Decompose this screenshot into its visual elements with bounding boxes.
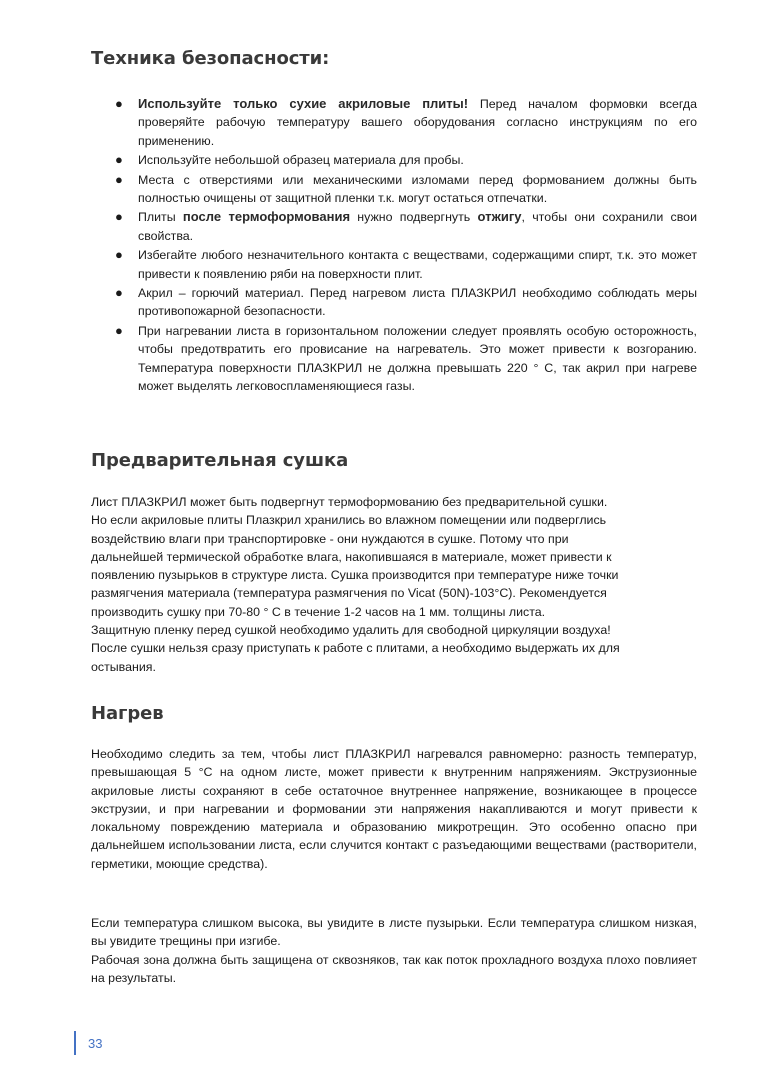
text-line: дальнейшей термической обработке влага, накопившаяся в материале, может привести к xyxy=(91,549,612,564)
text-line: остывания. xyxy=(91,659,156,674)
list-item-text: , чтобы они сохранили свои свойства. xyxy=(138,210,697,243)
safety-list xyxy=(113,95,697,397)
text-line: Но если акриловые плиты Плазкрил хранились во влажном помещении или подверглись xyxy=(91,513,607,528)
list-item xyxy=(113,246,697,283)
list-item-text: Места с отверстиями или механическими изломами перед формованием должны быть полностью очищены от защитной пленки т.к. могут остаться отпечатки. xyxy=(138,172,697,206)
page-number: 33 xyxy=(88,1036,103,1051)
bullet-icon: ● xyxy=(115,285,123,301)
list-item-text: нужно подвергнуть xyxy=(350,210,478,225)
list-item-text: Перед началом формовки всегда проверяйте рабочую температуру вашего оборудования согласно инструкциям по его применению. xyxy=(138,97,697,148)
list-item-text: Используйте небольшой образец материала для пробы. xyxy=(138,153,464,168)
list-item-text: Акрил – горючий материал. Перед нагревом листа ПЛАЗКРИЛ необходимо соблюдать меры противопожарной безопасности. xyxy=(138,286,697,319)
text-line: Защитную пленку перед сушкой необходимо удалить для свободной циркуляции воздуха! xyxy=(91,623,611,638)
bullet-icon: ● xyxy=(115,152,123,168)
text-line: производить сушку при 70-80 ° С в течение 1-2 часов на 1 мм. толщины листа. xyxy=(91,604,546,619)
emphasis-text: после термоформования xyxy=(182,209,351,225)
list-item xyxy=(113,95,697,150)
bullet-icon: ● xyxy=(115,209,123,225)
list-item xyxy=(113,322,697,396)
list-item xyxy=(113,284,697,321)
drying-heading: Предварительная сушка xyxy=(91,450,349,471)
text-line: воздействию влаги при транспортировке - они нуждаются в сушке. Потому что при xyxy=(91,531,569,546)
list-item xyxy=(113,208,697,245)
heating-paragraph: Рабочая зона должна быть защищена от сквозняков, так как поток прохладного воздуха плохо повлияет на результаты. xyxy=(91,952,697,985)
heating-paragraph: Необходимо следить за тем, чтобы лист ПЛАЗКРИЛ нагревался равномерно: разность температур, превышающая 5 °С на одном листе, может привести к внутренним напряжениям. Экструзионные акриловые листы сохраняют в себе остаточное внутреннее напряжение, возникающее в процессе экструзии, и при нагревании и формовании эти напряжения накапливаются и могут привести к локальному повреждению материала и образованию микротрещин. Это особенно опасно при дальнейшем использовании листа, если случится контакт с разъедающими веществами (растворители, герметики, моющие средства). xyxy=(91,747,697,871)
heating-notes xyxy=(91,914,697,987)
heating-heading: Нагрев xyxy=(91,703,164,724)
text-line: размягчения материала (температура размягчения по Vicat (50N)-103°C). Рекомендуется xyxy=(91,586,607,601)
safety-heading: Техника безопасности: xyxy=(91,48,330,69)
list-item xyxy=(113,151,697,169)
emphasis-text: отжигу xyxy=(477,209,522,225)
text-line: После сушки нельзя сразу приступать к работе с плитами, а необходимо выдержать их для xyxy=(91,641,620,656)
bullet-icon: ● xyxy=(115,171,123,187)
list-item-text: Плиты xyxy=(138,210,183,225)
list-item-text: Избегайте любого незначительного контакта с веществами, содержащими спирт, т.к. это может привести к появлению ряби на поверхности плит. xyxy=(138,248,697,281)
footer-accent-bar xyxy=(74,1031,76,1055)
heating-paragraph: Если температура слишком высока, вы увидите в листе пузырьки. Если температура слишком низкая, вы увидите трещины при изгибе. xyxy=(91,916,697,949)
list-item-text: При нагревании листа в горизонтальном положении следует проявлять особую осторожность, чтобы предотвратить его провисание на нагреватель. Это может привести к возгоранию. Температура поверхности ПЛАЗКРИЛ не должна превышать 220 ° С, так акрил при нагреве может выделять легковоспламеняющиеся газы. xyxy=(138,323,697,394)
text-line: появлению пузырьков в структуре листа. Сушка производится при температуре ниже точки xyxy=(91,568,619,583)
bullet-icon: ● xyxy=(115,96,123,111)
text-line: Лист ПЛАЗКРИЛ может быть подвергнут термоформованию без предварительной сушки. xyxy=(91,495,608,509)
drying-paragraph xyxy=(91,493,697,676)
bullet-icon: ● xyxy=(115,322,123,338)
bullet-icon: ● xyxy=(115,247,123,263)
list-item xyxy=(113,171,697,208)
emphasis-text: Используйте только сухие акриловые плиты! xyxy=(138,96,469,111)
